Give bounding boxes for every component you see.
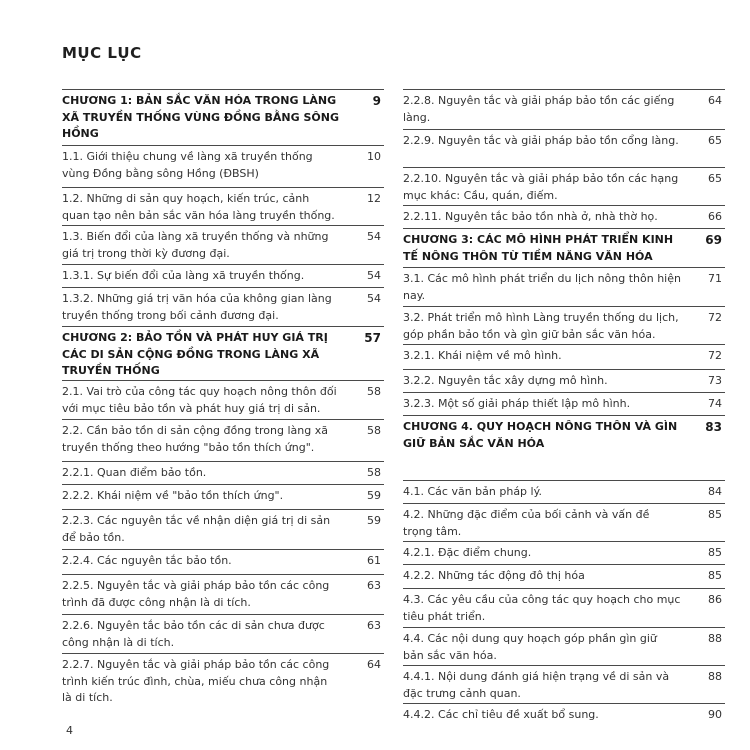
toc-entry-page: 88: [708, 632, 722, 645]
toc-entry-title: 4.4.1. Nội dung đánh giá hiện trạng về di sản và đặc trưng cảnh quan.: [403, 670, 670, 700]
toc-entry-title: 1.1. Giới thiệu chung về làng xã truyền thống vùng Đồng bằng sông Hồng (ĐBSH): [62, 150, 313, 180]
toc-entry-page: 74: [708, 397, 722, 410]
toc-entry-title: 2.2.11. Nguyên tắc bảo tồn nhà ở, nhà thờ họ.: [403, 210, 658, 223]
toc-entry-page: 9: [372, 94, 381, 108]
toc-entry: [403, 665, 725, 702]
toc-entry-title: 3.2.3. Một số giải pháp thiết lập mô hình.: [403, 397, 631, 410]
toc-entry-title: CHƯƠNG 3: CÁC MÔ HÌNH PHÁT TRIỂN KINH TẾ NÔNG THÔN TỪ TIỀM NĂNG VĂN HÓA: [403, 233, 674, 263]
toc-entry: [62, 187, 384, 224]
toc-entry-title: 2.2.2. Khái niệm về "bảo tồn thích ứng".: [62, 489, 284, 502]
toc-entry-title: 2.2. Cần bảo tồn di sản cộng đồng trong làng xã truyền thống theo hướng "bảo tồn thích ứng".: [62, 424, 328, 454]
toc-entry-page: 85: [708, 569, 722, 582]
toc-entry-page: 90: [708, 708, 722, 721]
toc-entry-page: 85: [708, 546, 722, 559]
toc-entry: [403, 703, 725, 724]
toc-entry-title: CHƯƠNG 4. QUY HOẠCH NÔNG THÔN VÀ GÌN GIỮ BẢN SẮC VĂN HÓA: [403, 420, 678, 450]
toc-entry: [62, 264, 384, 285]
toc-entry-page: 83: [705, 420, 722, 434]
toc-entry-page: 71: [708, 272, 722, 285]
toc-entry-page: 58: [367, 466, 381, 479]
toc-entry: [403, 167, 725, 204]
toc-entry: [62, 614, 384, 651]
toc-entry-title: 4.2. Những đặc điểm của bối cảnh và vấn đề trọng tâm.: [403, 508, 650, 538]
toc-entry: [403, 89, 725, 126]
toc-entry-page: 72: [708, 311, 722, 324]
toc-entry-page: 84: [708, 485, 722, 498]
toc-entry-page: 58: [367, 385, 381, 398]
toc-entry-title: 3.2.1. Khái niệm về mô hình.: [403, 349, 562, 362]
toc-entry-page: 86: [708, 593, 722, 606]
toc-entry: [62, 380, 384, 417]
toc-entry-title: 2.2.5. Nguyên tắc và giải pháp bảo tồn các công trình đã được công nhận là di tích.: [62, 579, 330, 609]
toc-entry: [403, 344, 725, 365]
toc-entry-title: 4.3. Các yêu cầu của công tác quy hoạch cho mục tiêu phát triển.: [403, 593, 681, 623]
toc-entry-title: 4.2.1. Đặc điểm chung.: [403, 546, 532, 559]
toc-entry: [403, 564, 725, 585]
toc-entry-title: 2.2.6. Nguyên tắc bảo tồn các di sản chưa được công nhận là di tích.: [62, 619, 325, 649]
toc-entry-title: CHƯƠNG 2: BẢO TỒN VÀ PHÁT HUY GIÁ TRỊ CÁC DI SẢN CỘNG ĐỒNG TRONG LÀNG XÃ TRUYỀN THỐNG: [62, 331, 328, 377]
toc-entry: [62, 287, 384, 324]
toc-entry-page: 66: [708, 210, 722, 223]
toc-entry: [403, 306, 725, 343]
toc-entry-page: 88: [708, 670, 722, 683]
toc-entry-page: 63: [367, 619, 381, 632]
toc-entry-title: 2.2.8. Nguyên tắc và giải pháp bảo tồn các giếng làng.: [403, 94, 675, 124]
toc-entry-title: 1.2. Những di sản quy hoạch, kiến trúc, cảnh quan tạo nên bản sắc văn hóa làng truyền thống.: [62, 192, 335, 222]
toc-entry-page: 54: [367, 292, 381, 305]
toc-entry: [403, 541, 725, 562]
toc-entry: [403, 503, 725, 540]
toc-entry-page: 65: [708, 134, 722, 147]
toc-entry: [62, 461, 384, 482]
toc-entry-page: 69: [705, 233, 722, 247]
toc-chapter-entry: [62, 89, 384, 143]
toc-entry: [62, 653, 384, 707]
toc-entry-page: 58: [367, 424, 381, 437]
toc-entry-title: 4.4.2. Các chỉ tiêu đề xuất bổ sung.: [403, 708, 599, 721]
page-number: 4: [66, 724, 73, 737]
toc-entry-page: 57: [364, 331, 381, 345]
toc-entry-title: 4.4. Các nội dung quy hoạch góp phần gìn giữ bản sắc văn hóa.: [403, 632, 657, 662]
toc-entry: [62, 145, 384, 182]
toc-entry-title: 3.2.2. Nguyên tắc xây dựng mô hình.: [403, 374, 608, 387]
toc-entry-page: 59: [367, 489, 381, 502]
toc-entry-title: 3.1. Các mô hình phát triển du lịch nông thôn hiện nay.: [403, 272, 681, 302]
toc-entry-title: 1.3.2. Những giá trị văn hóa của không gian làng truyền thống trong bối cảnh đương đại.: [62, 292, 332, 322]
toc-entry-page: 72: [708, 349, 722, 362]
toc-entry-title: 3.2. Phát triển mô hình Làng truyền thống du lịch, góp phần bảo tồn và gìn giữ bản sắc văn hóa.: [403, 311, 679, 341]
toc-entry-title: 1.3.1. Sự biến đổi của làng xã truyền thống.: [62, 269, 305, 282]
toc-chapter-entry: [403, 415, 725, 452]
toc-entry: [403, 205, 725, 226]
toc-entry: [62, 549, 384, 570]
toc-entry-page: 85: [708, 508, 722, 521]
toc-entry-title: 2.1. Vai trò của công tác quy hoạch nông thôn đối với mục tiêu bảo tồn và phát huy giá trị di sản.: [62, 385, 337, 415]
toc-entry: [403, 129, 725, 150]
toc-entry-title: 4.1. Các văn bản pháp lý.: [403, 485, 543, 498]
toc-entry-page: 65: [708, 172, 722, 185]
toc-entry-title: 2.2.4. Các nguyên tắc bảo tồn.: [62, 554, 232, 567]
toc-entry-page: 64: [367, 658, 381, 671]
toc-entry-page: 61: [367, 554, 381, 567]
toc-entry: [403, 588, 725, 625]
toc-entry-title: 1.3. Biến đổi của làng xã truyền thống và những giá trị trong thời kỳ đương đại.: [62, 230, 329, 260]
toc-entry-page: 10: [367, 150, 381, 163]
toc-entry: [403, 369, 725, 390]
toc-entry-title: 2.2.9. Nguyên tắc và giải pháp bảo tồn cổng làng.: [403, 134, 679, 147]
toc-entry-page: 12: [367, 192, 381, 205]
toc-entry: [403, 267, 725, 304]
toc-entry-title: 2.2.3. Các nguyên tắc về nhận diện giá trị di sản để bảo tồn.: [62, 514, 331, 544]
toc-entry-title: 2.2.1. Quan điểm bảo tồn.: [62, 466, 207, 479]
toc-entry-title: CHƯƠNG 1: BẢN SẮC VĂN HÓA TRONG LÀNG XÃ TRUYỀN THỐNG VÙNG ĐỒNG BẰNG SÔNG HỒNG: [62, 94, 339, 140]
toc-entry: [62, 484, 384, 505]
toc-entry-page: 59: [367, 514, 381, 527]
toc-entry-page: 54: [367, 269, 381, 282]
page-title: MỤC LỤC: [62, 44, 142, 62]
toc-entry-title: 4.2.2. Những tác động đô thị hóa: [403, 569, 585, 582]
toc-entry-page: 63: [367, 579, 381, 592]
toc-entry-title: 2.2.7. Nguyên tắc và giải pháp bảo tồn các công trình kiến trúc đình, chùa, miếu chưa công nhận là di tích.: [62, 658, 330, 704]
toc-entry: [403, 627, 725, 664]
toc-entry-title: 2.2.10. Nguyên tắc và giải pháp bảo tồn các hạng mục khác: Cầu, quán, điếm.: [403, 172, 679, 202]
toc-entry-page: 64: [708, 94, 722, 107]
toc-entry-page: 54: [367, 230, 381, 243]
toc-entry: [62, 574, 384, 611]
toc-chapter-entry: [62, 326, 384, 380]
toc-entry: [62, 225, 384, 262]
toc-entry: [403, 392, 725, 413]
toc-entry: [403, 480, 725, 501]
toc-entry: [62, 509, 384, 546]
toc-entry: [62, 419, 384, 456]
toc-entry-page: 73: [708, 374, 722, 387]
toc-chapter-entry: [403, 228, 725, 265]
